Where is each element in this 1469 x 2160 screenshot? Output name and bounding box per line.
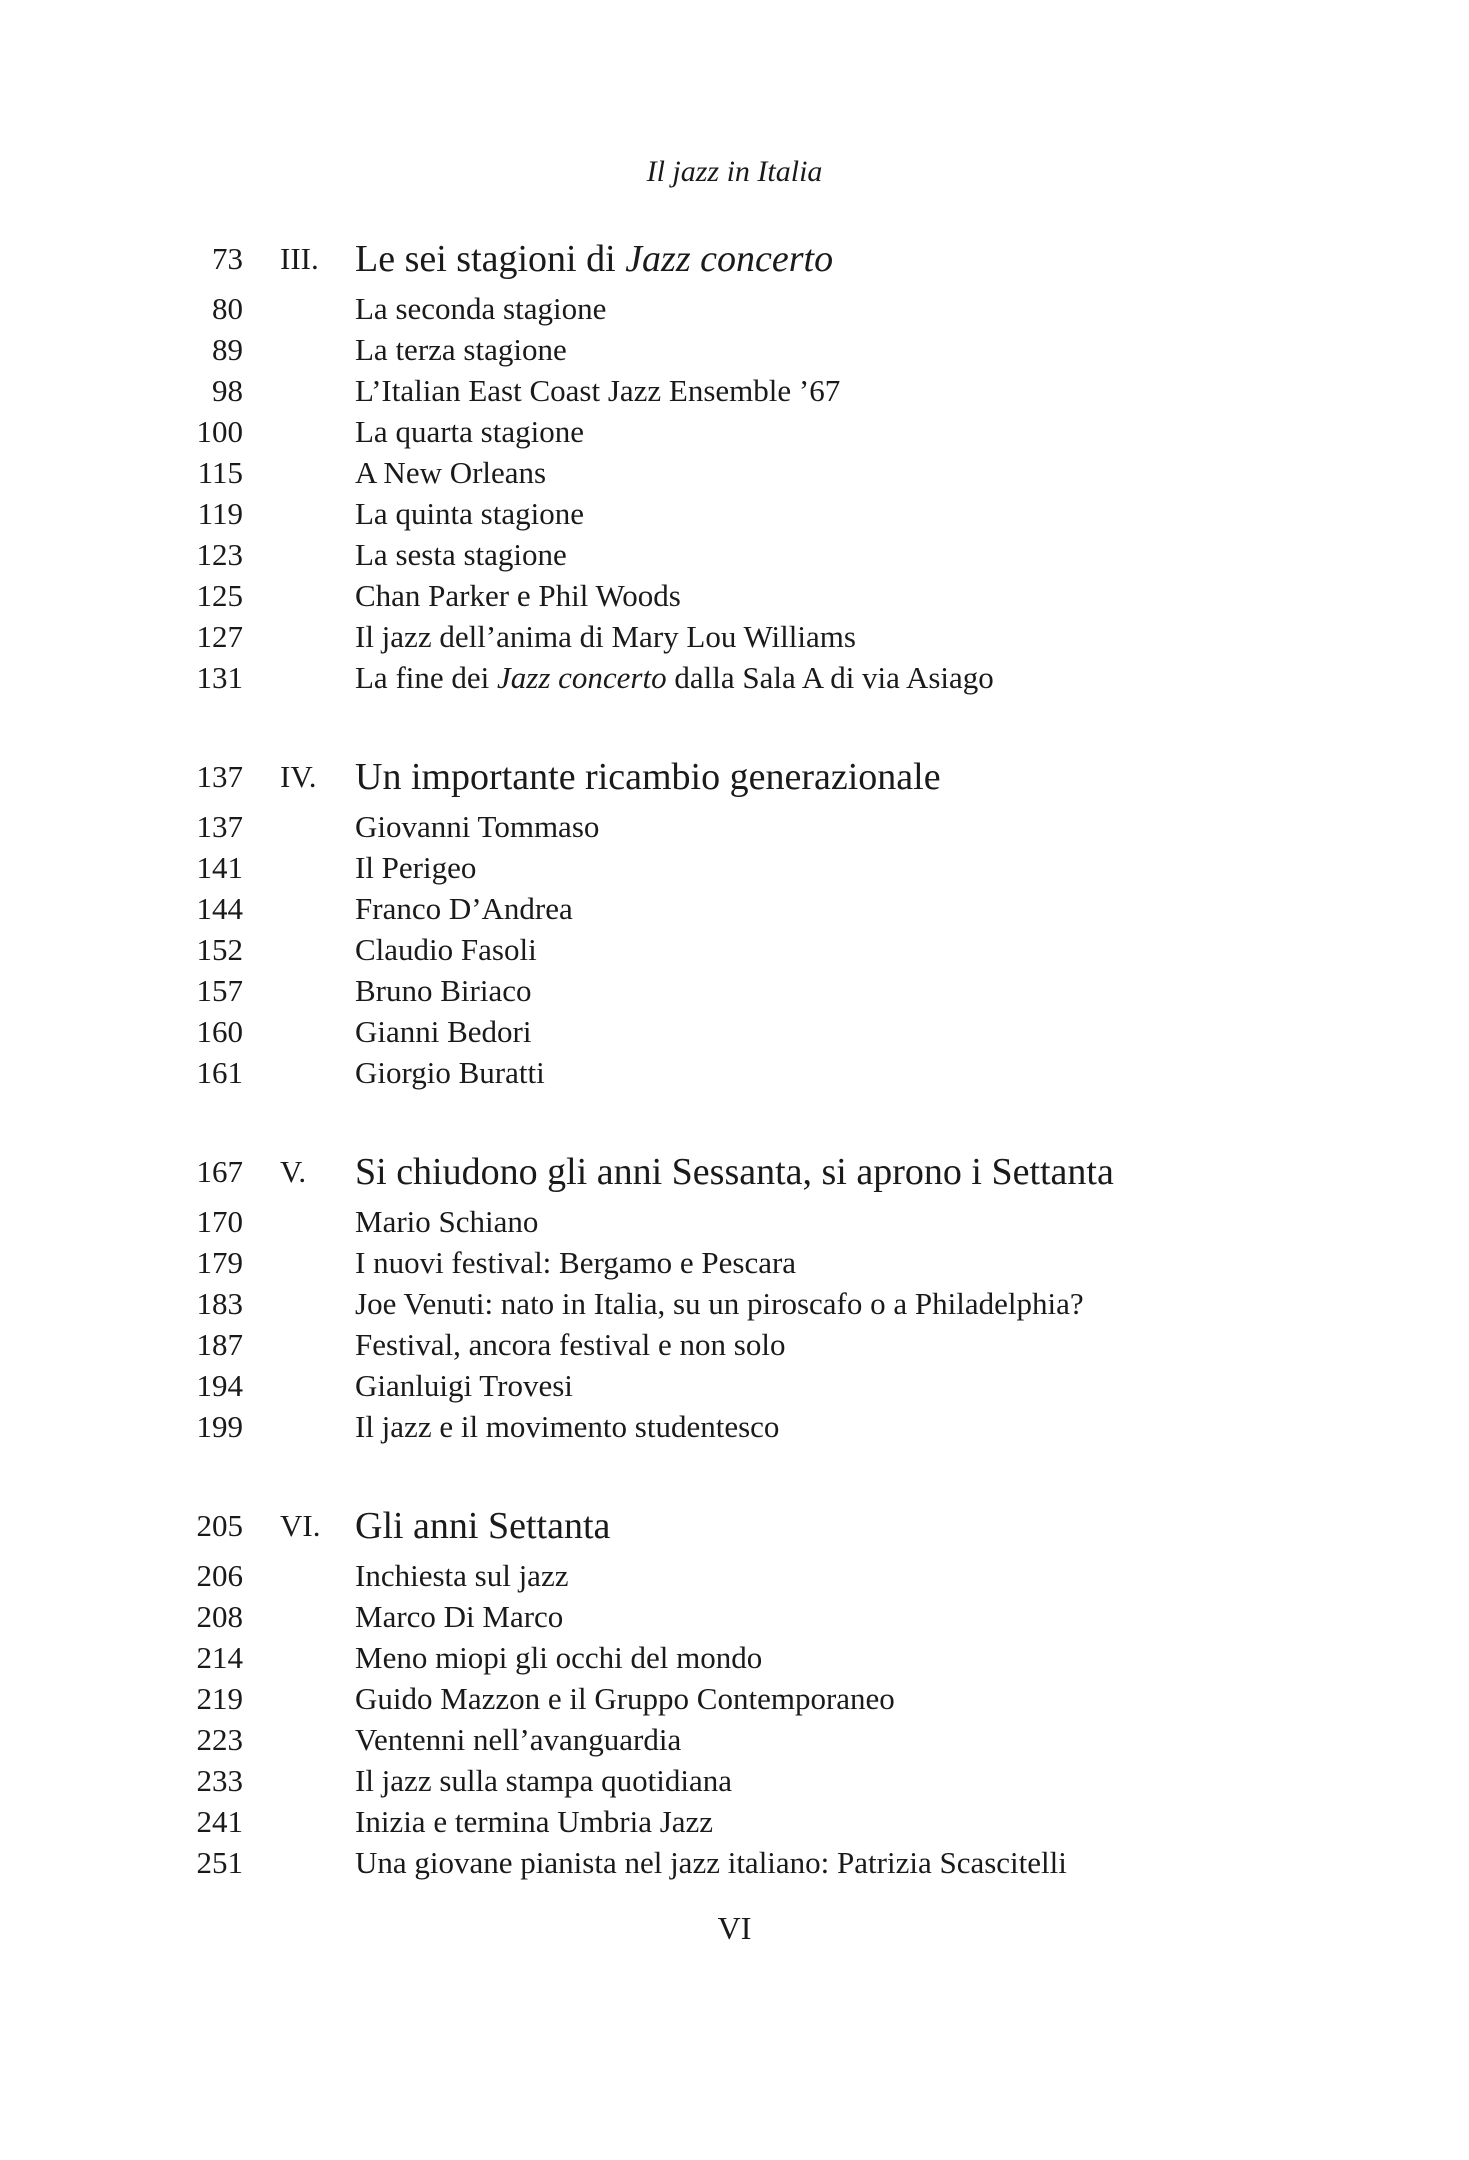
section-row bbox=[0, 575, 1469, 616]
section-title: La quarta stagione bbox=[355, 414, 584, 449]
section-title: Mario Schiano bbox=[355, 1204, 539, 1239]
chapter-heading bbox=[0, 230, 1469, 288]
section-title: Claudio Fasoli bbox=[355, 932, 537, 967]
section-page: 89 bbox=[212, 332, 243, 367]
section-page: 98 bbox=[212, 373, 243, 408]
section-title: A New Orleans bbox=[355, 455, 547, 490]
chapter-v bbox=[0, 1143, 1469, 1447]
section-title: Il jazz sulla stampa quotidiana bbox=[355, 1763, 733, 1798]
section-row bbox=[0, 1555, 1469, 1596]
section-title: Marco Di Marco bbox=[355, 1599, 564, 1634]
section-title: La seconda stagione bbox=[355, 291, 607, 326]
chapter-heading bbox=[0, 1143, 1469, 1201]
section-page: 208 bbox=[196, 1599, 243, 1634]
section-row bbox=[0, 1324, 1469, 1365]
section-row bbox=[0, 1283, 1469, 1324]
section-title: Il Perigeo bbox=[355, 850, 477, 885]
section-page: 214 bbox=[196, 1640, 243, 1675]
section-page: 119 bbox=[197, 496, 243, 531]
section-page: 219 bbox=[196, 1681, 243, 1716]
section-page: 206 bbox=[196, 1558, 243, 1593]
chapter-title: Un importante ricambio generazionale bbox=[355, 756, 941, 798]
section-row bbox=[0, 1365, 1469, 1406]
section-page: 233 bbox=[196, 1763, 243, 1798]
section-title: Gianni Bedori bbox=[355, 1014, 532, 1049]
section-row bbox=[0, 1801, 1469, 1842]
section-row bbox=[0, 1678, 1469, 1719]
section-row bbox=[0, 1242, 1469, 1283]
chapter-heading bbox=[0, 1497, 1469, 1555]
chapter-title-text: Le sei stagioni di bbox=[355, 238, 626, 280]
section-row bbox=[0, 534, 1469, 575]
section-page: 125 bbox=[196, 578, 243, 613]
section-title: La quinta stagione bbox=[355, 496, 584, 531]
section-page: 183 bbox=[196, 1286, 243, 1321]
chapter-page: 205 bbox=[196, 1508, 243, 1543]
section-page: 141 bbox=[196, 850, 243, 885]
section-page: 131 bbox=[196, 660, 243, 695]
section-row bbox=[0, 847, 1469, 888]
chapter-page: 73 bbox=[212, 241, 243, 276]
section-title: Joe Venuti: nato in Italia, su un piroscafo o a Philadelphia? bbox=[355, 1286, 1084, 1321]
section-row bbox=[0, 657, 1469, 698]
section-page: 179 bbox=[196, 1245, 243, 1280]
chapter-iii bbox=[0, 230, 1469, 698]
chapter-number: V. bbox=[280, 1154, 307, 1189]
section-title: Inizia e termina Umbria Jazz bbox=[355, 1804, 714, 1839]
chapter-title bbox=[355, 230, 833, 288]
section-page: 144 bbox=[196, 891, 243, 926]
page-folio: VI bbox=[717, 1910, 752, 1946]
chapter-number: IV. bbox=[280, 759, 317, 794]
chapter-title: Gli anni Settanta bbox=[355, 1505, 611, 1547]
section-row bbox=[0, 1760, 1469, 1801]
section-page: 251 bbox=[196, 1845, 243, 1880]
section-title bbox=[355, 657, 994, 698]
section-page: 187 bbox=[196, 1327, 243, 1362]
section-row bbox=[0, 288, 1469, 329]
section-page: 194 bbox=[196, 1368, 243, 1403]
chapter-heading bbox=[0, 748, 1469, 806]
section-row bbox=[0, 888, 1469, 929]
section-row bbox=[0, 970, 1469, 1011]
section-title: Giovanni Tommaso bbox=[355, 809, 600, 844]
chapter-title: Si chiudono gli anni Sessanta, si aprono i Settanta bbox=[355, 1151, 1114, 1193]
section-title: L’Italian East Coast Jazz Ensemble ’67 bbox=[355, 373, 841, 408]
section-title-text: La fine dei bbox=[355, 660, 498, 695]
chapter-page: 137 bbox=[196, 759, 243, 794]
section-row bbox=[0, 370, 1469, 411]
section-row bbox=[0, 1637, 1469, 1678]
section-row bbox=[0, 329, 1469, 370]
chapter-iv bbox=[0, 748, 1469, 1093]
section-title: Una giovane pianista nel jazz italiano: Patrizia Scascitelli bbox=[355, 1845, 1067, 1880]
section-title: Giorgio Buratti bbox=[355, 1055, 545, 1090]
section-page: 115 bbox=[197, 455, 243, 490]
chapter-page: 167 bbox=[196, 1154, 243, 1189]
section-title: Inchiesta sul jazz bbox=[355, 1558, 569, 1593]
section-title: Ventenni nell’avanguardia bbox=[355, 1722, 682, 1757]
chapter-number: III. bbox=[280, 241, 319, 276]
section-page: 161 bbox=[196, 1055, 243, 1090]
section-row bbox=[0, 493, 1469, 534]
section-title: Gianluigi Trovesi bbox=[355, 1368, 573, 1403]
section-row bbox=[0, 929, 1469, 970]
section-row bbox=[0, 452, 1469, 493]
section-page: 137 bbox=[196, 809, 243, 844]
section-title-italic: Jazz concerto bbox=[497, 660, 667, 695]
chapter-title-italic: Jazz concerto bbox=[625, 238, 834, 280]
section-title: La sesta stagione bbox=[355, 537, 567, 572]
section-row bbox=[0, 1011, 1469, 1052]
section-page: 223 bbox=[196, 1722, 243, 1757]
section-row bbox=[0, 1842, 1469, 1883]
section-title: Il jazz e il movimento studentesco bbox=[355, 1409, 780, 1444]
section-title: La terza stagione bbox=[355, 332, 567, 367]
section-title: Bruno Biriaco bbox=[355, 973, 532, 1008]
section-page: 170 bbox=[196, 1204, 243, 1239]
section-row bbox=[0, 806, 1469, 847]
section-page: 152 bbox=[196, 932, 243, 967]
section-row bbox=[0, 1201, 1469, 1242]
section-row bbox=[0, 1052, 1469, 1093]
section-page: 100 bbox=[196, 414, 243, 449]
section-title: Franco D’Andrea bbox=[355, 891, 573, 926]
section-row bbox=[0, 1719, 1469, 1760]
table-of-contents bbox=[0, 230, 1469, 1933]
section-title: Il jazz dell’anima di Mary Lou Williams bbox=[355, 619, 856, 654]
section-row bbox=[0, 411, 1469, 452]
section-page: 160 bbox=[196, 1014, 243, 1049]
section-title: Festival, ancora festival e non solo bbox=[355, 1327, 786, 1362]
section-page: 241 bbox=[196, 1804, 243, 1839]
chapter-vi bbox=[0, 1497, 1469, 1883]
section-title: Guido Mazzon e il Gruppo Contemporaneo bbox=[355, 1681, 895, 1716]
section-title: Meno miopi gli occhi del mondo bbox=[355, 1640, 763, 1675]
section-title: I nuovi festival: Bergamo e Pescara bbox=[355, 1245, 797, 1280]
section-page: 123 bbox=[196, 537, 243, 572]
section-page: 157 bbox=[196, 973, 243, 1008]
running-header: Il jazz in Italia bbox=[646, 155, 823, 188]
section-title-text: dalla Sala A di via Asiago bbox=[666, 660, 994, 695]
section-title: Chan Parker e Phil Woods bbox=[355, 578, 681, 613]
chapter-number: VI. bbox=[280, 1508, 321, 1543]
section-page: 127 bbox=[196, 619, 243, 654]
section-row bbox=[0, 616, 1469, 657]
section-page: 199 bbox=[196, 1409, 243, 1444]
section-row bbox=[0, 1596, 1469, 1637]
section-page: 80 bbox=[212, 291, 243, 326]
section-row bbox=[0, 1406, 1469, 1447]
